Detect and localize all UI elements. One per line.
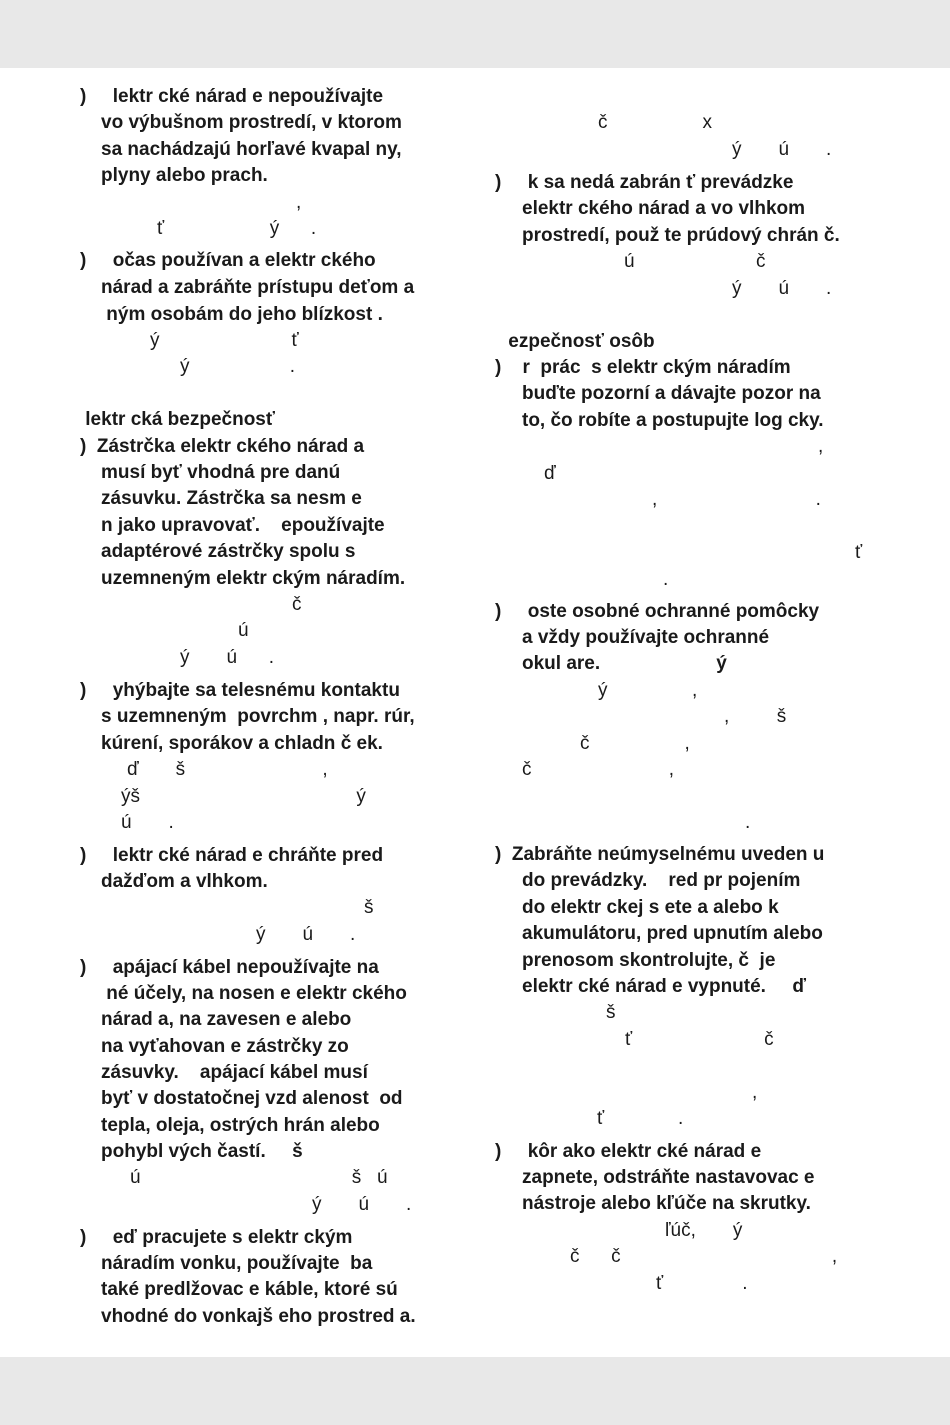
text-line: ý ,: [598, 680, 698, 701]
text-line: ) Zabráňte neúmyselnému uveden u: [495, 844, 825, 865]
text-line: š: [364, 897, 374, 918]
text-line: č č ,: [570, 1246, 838, 1267]
text-line: ý ú .: [180, 647, 274, 668]
text-line: .: [663, 569, 669, 590]
text-line: č ,: [580, 733, 690, 754]
text-line: ú š ú: [130, 1167, 388, 1188]
text-line: ) lektr cké nárad e nepoužívajte: [80, 86, 384, 107]
text-line: kúrení, sporákov a chladn č ek.: [101, 733, 383, 754]
text-line: ,: [752, 1082, 758, 1103]
text-line: to, čo robíte a postupujte log cky.: [522, 410, 824, 431]
text-line: okul are. ý: [522, 653, 727, 674]
text-line: náradím vonku, používajte ba: [101, 1253, 373, 1274]
text-line: ý ú .: [732, 139, 832, 160]
text-line: č ,: [522, 759, 675, 780]
text-line: s uzemneným povrchm , napr. rúr,: [101, 706, 415, 727]
text-line: ť: [855, 542, 863, 563]
page-bottom-band: [0, 1357, 950, 1425]
text-line: zapnete, odstráňte nastavovac e: [522, 1167, 815, 1188]
text-line: zásuvky. apájací kábel musí: [101, 1062, 368, 1083]
text-line: ý ť: [150, 330, 299, 351]
text-line: ) apájací kábel nepoužívajte na: [80, 957, 379, 978]
text-line: , .: [652, 489, 821, 510]
text-line: ) lektr cké nárad e chráňte pred: [80, 845, 384, 866]
text-line: ,: [296, 192, 302, 213]
text-line: , š: [724, 706, 787, 727]
text-line: do prevádzky. red pr pojením: [522, 870, 801, 891]
text-line: a vždy používajte ochranné: [522, 627, 770, 648]
text-line: ) r prác s elektr ckým náradím: [495, 357, 791, 378]
text-line: ) oste osobné ochranné pomôcky: [495, 601, 820, 622]
text-line: ď: [544, 463, 556, 484]
text-line: buďte pozorní a dávajte pozor na: [522, 383, 821, 404]
text-line: č: [292, 594, 302, 615]
text-line: nárad a, na zavesen e alebo: [101, 1009, 352, 1030]
text-line: byť v dostatočnej vzd alenost od: [101, 1088, 403, 1109]
text-line: ) yhýbajte sa telesnému kontaktu: [80, 680, 400, 701]
text-line: ú č: [624, 251, 766, 272]
text-line: ezpečnosť osôb: [503, 331, 655, 352]
text-line: také predlžovac e káble, ktoré sú: [101, 1279, 398, 1300]
text-line: ť ý .: [157, 218, 317, 239]
text-line: ý ú .: [732, 278, 832, 299]
text-line: na vyťahovan e zástrčky zo: [101, 1036, 349, 1057]
text-line: vo výbušnom prostredí, v ktorom: [101, 112, 402, 133]
text-line: ,: [818, 436, 824, 457]
text-line: nástroje alebo kľúče na skrutky.: [522, 1193, 811, 1214]
text-line: nárad a zabráňte prístupu deťom a: [101, 277, 415, 298]
text-line: š: [606, 1002, 616, 1023]
text-line: vhodné do vonkajš eho prostred a.: [101, 1306, 416, 1327]
text-line: ú: [238, 620, 249, 641]
text-line: elektr cké nárad e vypnuté. ď: [522, 976, 806, 997]
text-line: ď š ,: [127, 759, 328, 780]
text-line: ľúč, ý: [665, 1220, 743, 1241]
text-line: n jako upravovať. epoužívajte: [101, 515, 385, 536]
text-line: lektr cká bezpečnosť: [80, 409, 275, 430]
text-line: pohybl vých častí. š: [101, 1141, 303, 1162]
text-line: akumulátoru, pred upnutím alebo: [522, 923, 823, 944]
text-line: ý ú .: [256, 924, 356, 945]
text-line: ) kôr ako elektr cké nárad e: [495, 1141, 762, 1162]
text-line: ú .: [121, 812, 174, 833]
text-line: č x: [598, 112, 713, 133]
text-line: tepla, oleja, ostrých hrán alebo: [101, 1115, 380, 1136]
text-line: ) očas používan a elektr ckého: [80, 250, 376, 271]
text-line: zásuvku. Zástrčka sa nesm e: [101, 488, 362, 509]
text-line: dažďom a vlhkom.: [101, 871, 268, 892]
text-line: ) eď pracujete s elektr ckým: [80, 1227, 353, 1248]
text-line: sa nachádzajú horľavé kvapal ny,: [101, 139, 402, 160]
text-line: adaptérové zástrčky spolu s: [101, 541, 356, 562]
text-line: ýš ý: [121, 786, 366, 807]
text-line: ť .: [597, 1108, 684, 1129]
text-line: .: [745, 812, 751, 833]
text-line: ý ú .: [312, 1194, 412, 1215]
text-line: ť .: [656, 1273, 748, 1294]
text-line: do elektr ckej s ete a alebo k: [522, 897, 779, 918]
text-line: ť č: [625, 1029, 774, 1050]
text-line: prenosom skontrolujte, č je: [522, 950, 776, 971]
text-line: plyny alebo prach.: [101, 165, 268, 186]
text-line: né účely, na nosen e elektr ckého: [101, 983, 407, 1004]
text-line: uzemneným elektr ckým náradím.: [101, 568, 406, 589]
text-line: ) k sa nedá zabrán ť prevádzke: [495, 172, 794, 193]
text-line: ) Zástrčka elektr ckého nárad a: [80, 436, 365, 457]
text-line: ným osobám do jeho blízkost .: [101, 304, 383, 325]
text-line: prostredí, použ te prúdový chrán č.: [522, 225, 840, 246]
text-line: musí byť vhodná pre danú: [101, 462, 341, 483]
text-line: elektr ckého nárad a vo vlhkom: [522, 198, 806, 219]
text-line: ý .: [180, 356, 296, 377]
